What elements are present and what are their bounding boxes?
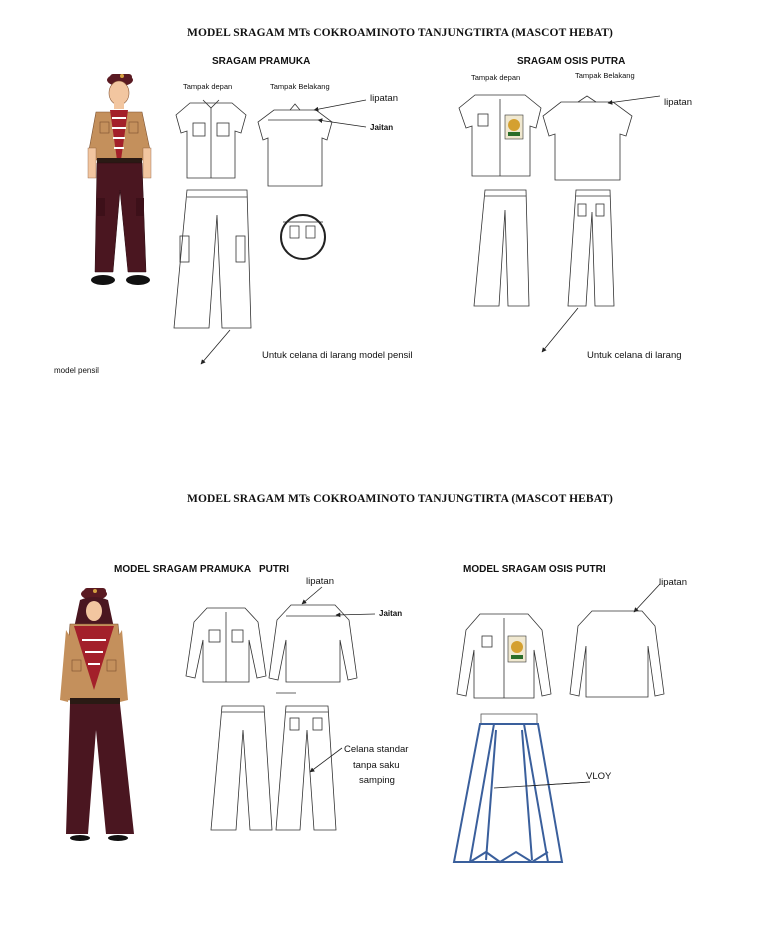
label-jaitan-putri: Jaitan [379,609,403,618]
label-back-view-osis: Tampak Belakang [575,71,635,80]
heading-osis-putri: MODEL SRAGAM OSIS PUTRI [463,564,606,575]
pants-note-putri-line1: Celana standar [344,744,409,755]
back-pocket-detail [281,215,325,259]
heading-sragam-pramuka: SRAGAM PRAMUKA [212,56,311,67]
osis-putri-shirt-back [570,611,664,697]
label-jaitan: Jaitan [370,123,394,132]
pramuka-putri-trousers-front [211,706,272,830]
pramuka-shirt-front [176,100,246,178]
pramuka-putri-shirt-front [186,608,266,682]
pramuka-putri-shirt-back [269,605,357,682]
pants-note-osis: Untuk celana di larang [587,350,682,361]
scout-girl-figure [60,588,134,841]
osis-putri-shirt-front [457,614,551,698]
osis-putri-badge-icon [508,636,526,662]
label-front-view-osis: Tampak depan [471,73,521,82]
osis-trousers-back [568,190,614,306]
pramuka-shirt-back [258,104,332,186]
pants-note-pramuka: Untuk celana di larang model pensil [262,350,413,361]
label-front-view: Tampak depan [183,82,233,91]
page-title-top: MODEL SRAGAM MTs COKROAMINOTO TANJUNGTIRTA (MASCOT HEBAT) [187,27,613,39]
label-back-view: Tampak Belakang [270,82,330,91]
label-lipatan: lipatan [370,93,398,104]
pants-note-putri-line2: tanpa saku [353,760,400,771]
heading-pramuka-putri: MODEL SRAGAM PRAMUKA PUTRI [114,564,289,575]
label-lipatan-putri: lipatan [306,576,334,587]
pramuka-putri-trousers-back [276,706,336,830]
osis-shirt-front [459,95,541,176]
label-vloy: VLOY [586,771,612,782]
osis-trousers-front [474,190,529,306]
label-lipatan-osis-putri: lipatan [659,577,687,588]
osis-shirt-back [543,96,632,180]
pants-note-putri-line3: samping [359,775,395,786]
pramuka-trousers [174,190,251,328]
scout-boy-figure [88,74,151,285]
vloy-skirt [454,714,562,862]
osis-badge-icon [505,115,523,139]
label-lipatan-osis: lipatan [664,97,692,108]
pants-note-continuation: model pensil [54,366,99,375]
heading-sragam-osis-putra: SRAGAM OSIS PUTRA [517,56,626,67]
page-title-bottom: MODEL SRAGAM MTs COKROAMINOTO TANJUNGTIRTA (MASCOT HEBAT) [187,493,613,505]
